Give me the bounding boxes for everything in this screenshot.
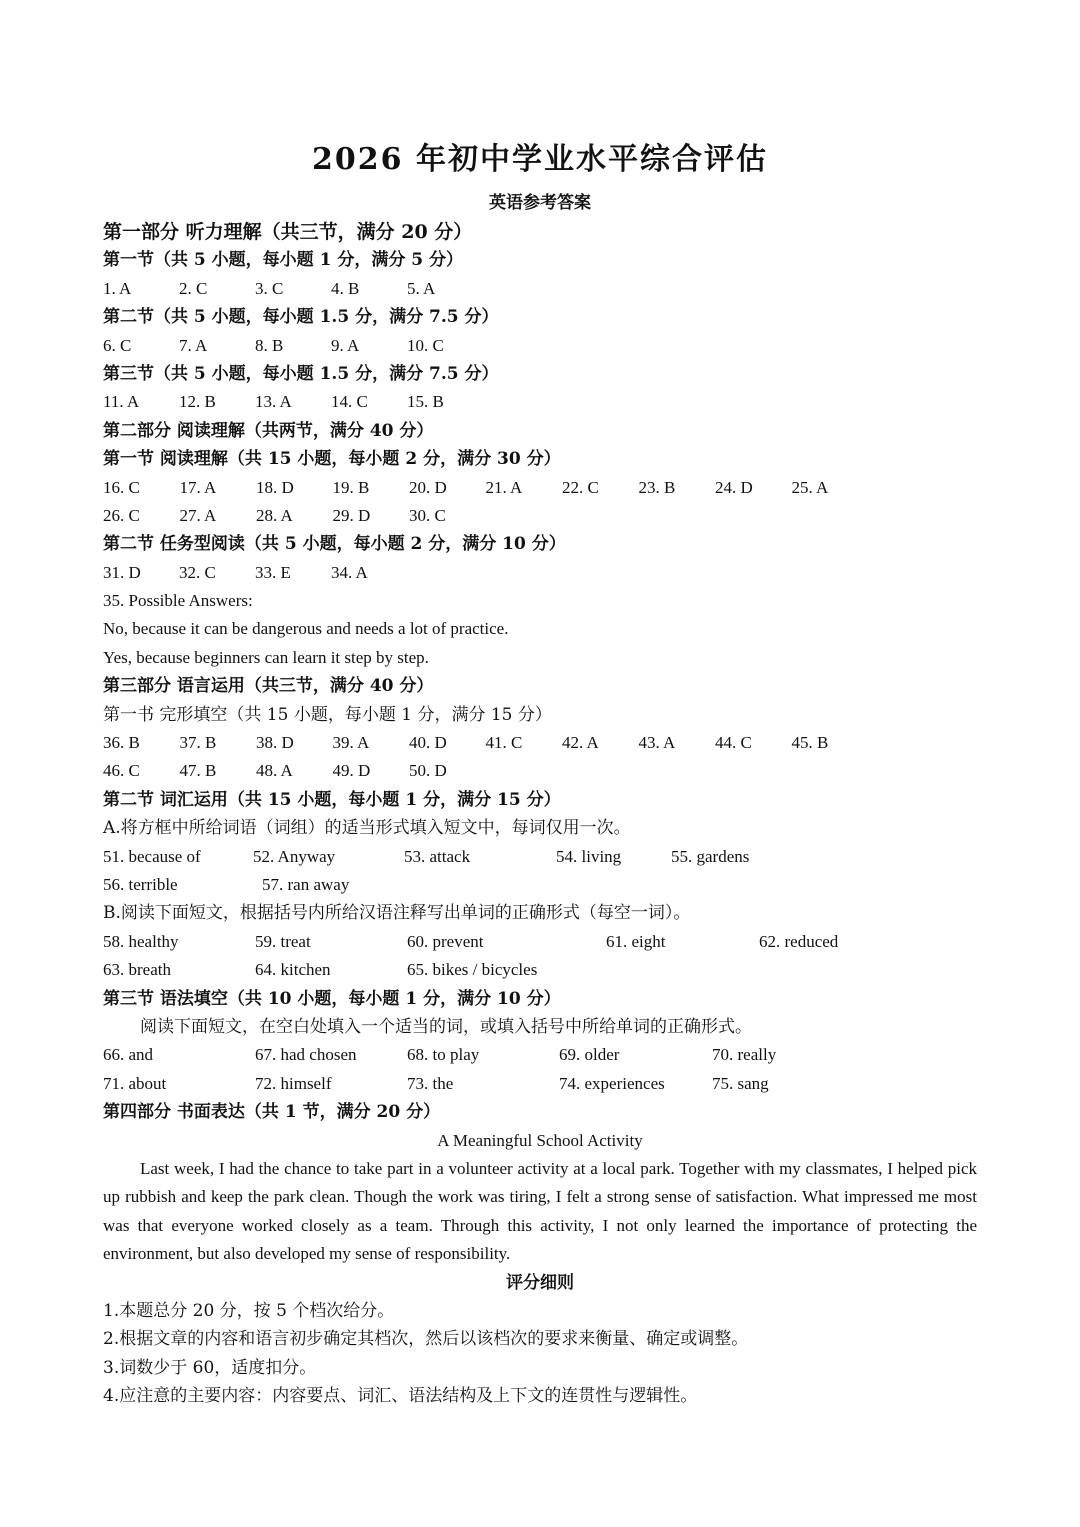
sample-essay	[103, 1155, 977, 1269]
answer: 49. D	[332, 761, 371, 781]
answer: 26. C	[103, 505, 140, 525]
answer: 56. terrible	[103, 874, 178, 894]
answer: 33. E	[255, 562, 291, 582]
answer: 36. B	[103, 733, 140, 753]
answer: 12. B	[179, 392, 216, 412]
answer: 21. A	[485, 477, 523, 497]
part2-sec1-heading: 第一节 阅读理解（共 15 小题，每小题 2 分，满分 30 分）	[103, 449, 561, 470]
answer: 40. D	[409, 733, 447, 753]
answer: 42. A	[562, 733, 599, 753]
answer: 28. A	[256, 505, 293, 525]
page-subtitle: 英语参考答案	[489, 193, 591, 213]
answer: 3. C	[255, 278, 284, 298]
q35-answer-1: No, because it can be dangerous and needs a lot of practice.	[103, 619, 509, 639]
q35-answer-2: Yes, because beginners can learn it step by step.	[103, 647, 429, 667]
answer: 32. C	[179, 562, 216, 582]
answer: 22. C	[562, 477, 599, 497]
answer: 19. B	[332, 477, 370, 497]
answer: 23. B	[638, 477, 676, 497]
answer: 5. A	[407, 278, 436, 298]
answer: 72. himself	[255, 1073, 332, 1093]
answer: 20. D	[409, 477, 447, 497]
answer: 25. A	[791, 477, 829, 497]
answer: 30. C	[409, 505, 446, 525]
answer: 34. A	[331, 562, 368, 582]
answer-row	[103, 1041, 983, 1069]
answer: 24. D	[715, 477, 753, 497]
answer: 46. C	[103, 761, 140, 781]
answer: 66. and	[103, 1045, 154, 1065]
rubric-item: 3.词数少于 60，适度扣分。	[103, 1357, 317, 1378]
answer: 69. older	[559, 1045, 620, 1065]
answer: 55. gardens	[671, 846, 750, 866]
answer: 38. D	[256, 733, 294, 753]
instruction-b: B.阅读下面短文，根据括号内所给汉语注释写出单词的正确形式（每空一词）。	[103, 903, 691, 924]
answer-row	[103, 1070, 983, 1098]
answer: 1. A	[103, 278, 132, 298]
answer: 53. attack	[404, 846, 471, 866]
answer: 6. C	[103, 335, 132, 355]
answer: 62. reduced	[759, 931, 839, 951]
answer: 57. ran away	[262, 874, 350, 894]
answer-row	[103, 729, 983, 757]
answer: 10. C	[407, 335, 444, 355]
rubric-item: 2.根据文章的内容和语言初步确定其档次，然后以该档次的要求来衡量、确定或调整。	[103, 1329, 749, 1350]
answer: 44. C	[715, 733, 752, 753]
answer: 51. because of	[103, 846, 201, 866]
part1-heading: 第一部分 听力理解（共三节，满分 20 分）	[103, 221, 473, 243]
essay-paragraph: Last week, I had the chance to take part in a volunteer activity at a local park. Together with my classmates, I helped pick up rubbish and keep the park clean. Though the work was tiring, I felt a strong sense of satisfaction. What impressed me most was that everyone worked closely as a team. Through this activity, I not only learned the importance of protecting the environment, but also developed my sense of responsibility.	[103, 1158, 977, 1264]
grammar-instruction: 阅读下面短文，在空白处填入一个适当的词，或填入括号中所给单词的正确形式。	[140, 1016, 752, 1037]
answer: 11. A	[103, 392, 140, 412]
answer: 2. C	[179, 278, 208, 298]
answer: 18. D	[256, 477, 294, 497]
answer-row	[103, 956, 983, 984]
answer: 58. healthy	[103, 931, 179, 951]
part1-sec2-heading: 第二节（共 5 小题，每小题 1.5 分，满分 7.5 分）	[103, 307, 499, 328]
answer-row	[103, 388, 983, 416]
part1-sec1-heading: 第一节（共 5 小题，每小题 1 分，满分 5 分）	[103, 250, 463, 271]
answer: 64. kitchen	[255, 960, 331, 980]
answer: 73. the	[407, 1073, 454, 1093]
answer: 47. B	[179, 761, 217, 781]
answer-row	[103, 843, 983, 871]
instruction-a: A.将方框中所给词语（词组）的适当形式填入短文中，每词仅用一次。	[103, 818, 631, 839]
answer: 39. A	[332, 733, 370, 753]
answer: 17. A	[179, 477, 217, 497]
answer: 8. B	[255, 335, 284, 355]
answer-row	[103, 332, 983, 360]
answer: 41. C	[485, 733, 523, 753]
answer: 68. to play	[407, 1045, 480, 1065]
part4-heading: 第四部分 书面表达（共 1 节，满分 20 分）	[103, 1102, 441, 1123]
answer: 43. A	[638, 733, 676, 753]
rubric-title: 评分细则	[506, 1272, 574, 1293]
part3-sec2-heading: 第二节 词汇运用（共 15 小题，每小题 1 分，满分 15 分）	[103, 789, 561, 810]
answer: 31. D	[103, 562, 141, 582]
answer-row	[103, 474, 983, 502]
answer: 7. A	[179, 335, 208, 355]
answer: 71. about	[103, 1073, 167, 1093]
answer: 27. A	[179, 505, 217, 525]
answer: 61. eight	[606, 931, 666, 951]
answer: 63. breath	[103, 960, 171, 980]
answer: 60. prevent	[407, 931, 484, 951]
answer: 37. B	[179, 733, 217, 753]
answer: 16. C	[103, 477, 140, 497]
answer: 67. had chosen	[255, 1045, 357, 1065]
answer: 4. B	[331, 278, 360, 298]
answer-row	[103, 757, 983, 785]
part2-sec2-heading: 第二节 任务型阅读（共 5 小题，每小题 2 分，满分 10 分）	[103, 534, 566, 555]
part2-heading: 第二部分 阅读理解（共两节，满分 40 分）	[103, 420, 434, 441]
answer: 75. sang	[712, 1073, 769, 1093]
answer-row	[103, 559, 983, 587]
answer: 14. C	[331, 392, 368, 412]
answer: 29. D	[332, 505, 371, 525]
answer-row	[103, 928, 983, 956]
part1-sec3-heading: 第三节（共 5 小题，每小题 1.5 分，满分 7.5 分）	[103, 363, 499, 384]
answer: 9. A	[331, 335, 360, 355]
answer: 52. Anyway	[253, 846, 336, 866]
rubric-item: 4.应注意的主要内容：内容要点、词汇、语法结构及上下文的连贯性与逻辑性。	[103, 1386, 698, 1407]
part3-heading: 第三部分 语言运用（共三节，满分 40 分）	[103, 676, 434, 697]
answer-row	[103, 871, 983, 899]
answer: 54. living	[556, 846, 622, 866]
rubric-item: 1.本题总分 20 分，按 5 个档次给分。	[103, 1300, 395, 1321]
answer: 50. D	[409, 761, 447, 781]
page-title: 2026 年初中学业水平综合评估	[312, 142, 768, 177]
answer: 70. really	[712, 1045, 777, 1065]
answer: 13. A	[255, 392, 292, 412]
answer: 15. B	[407, 392, 444, 412]
q35-label: 35. Possible Answers:	[103, 591, 253, 611]
answer: 45. B	[791, 733, 829, 753]
essay-title: A Meaningful School Activity	[437, 1130, 643, 1150]
answer-body	[103, 218, 983, 1410]
answer: 59. treat	[255, 931, 311, 951]
part3-sec1-heading: 第一书 完形填空（共 15 小题，每小题 1 分，满分 15 分）	[103, 704, 552, 725]
part3-sec3-heading: 第三节 语法填空（共 10 小题，每小题 1 分，满分 10 分）	[103, 988, 561, 1009]
answer: 74. experiences	[559, 1073, 665, 1093]
answer: 48. A	[256, 761, 293, 781]
answer-row	[103, 502, 983, 530]
answer: 65. bikes / bicycles	[407, 960, 538, 980]
answer-row	[103, 275, 983, 303]
